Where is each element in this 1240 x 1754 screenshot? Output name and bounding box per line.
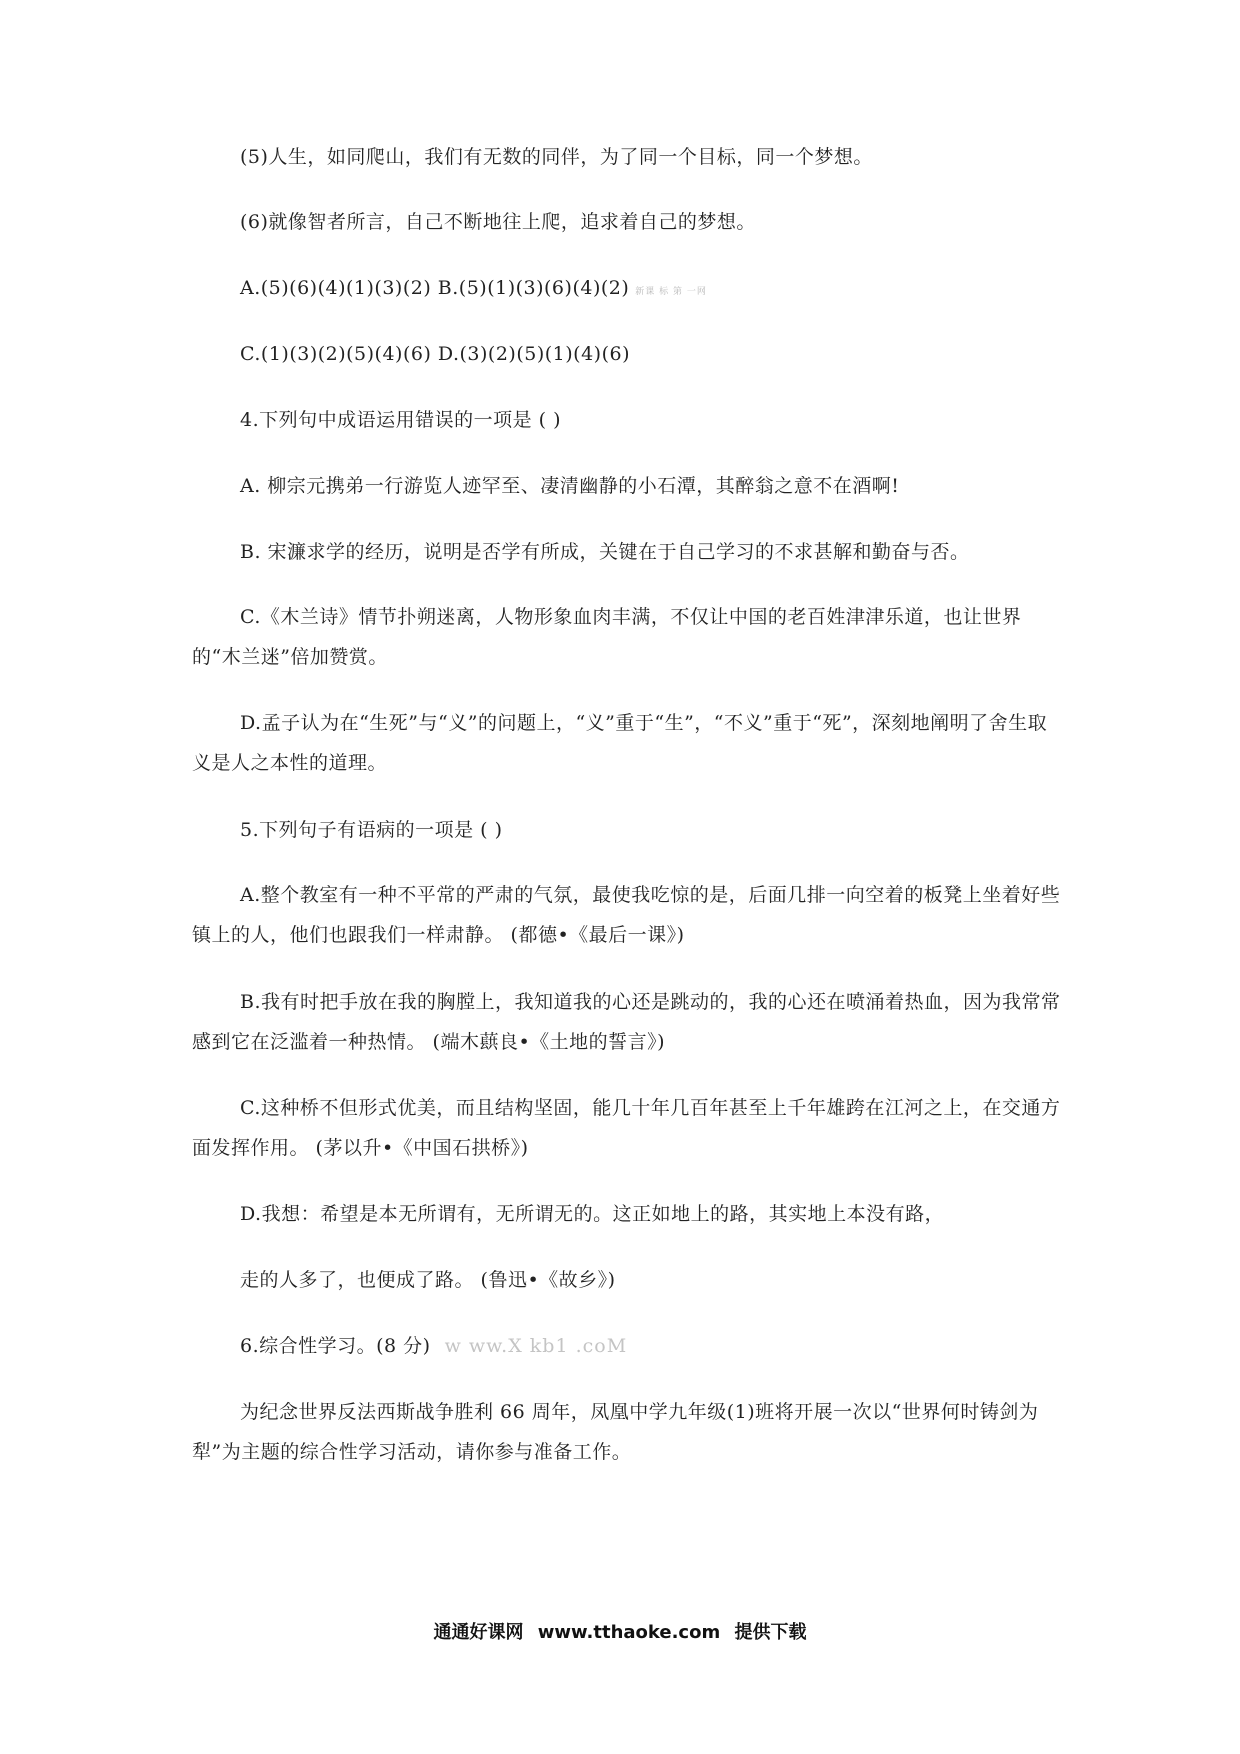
question-5-option-b: B.我有时把手放在我的胸膛上，我知道我的心还是跳动的，我的心还在喷涌着热血，因为我常常感到它在泛滥着一种热情。 (端木蕻良•《土地的誓言》) bbox=[192, 991, 1061, 1053]
options-c-d: C.(1)(3)(2)(5)(4)(6) D.(3)(2)(5)(1)(4)(6) bbox=[240, 343, 630, 365]
footer-url: www.tthaoke.com bbox=[537, 1622, 721, 1643]
inline-watermark: 新课 标 第 一网 bbox=[635, 287, 707, 297]
page-footer bbox=[0, 1618, 1240, 1644]
sentence-5: (5)人生，如同爬山，我们有无数的同伴，为了同一个目标，同一个梦想。 bbox=[240, 146, 873, 168]
question-5-option-a: A.整个教室有一种不平常的严肃的气氛，最使我吃惊的是，后面几排一向空着的板凳上坐着好些镇上的人，他们也跟我们一样肃静。 (都德•《最后一课》) bbox=[192, 884, 1061, 946]
options-a-b bbox=[240, 268, 707, 312]
question-4-option-a: A. 柳宗元携弟一行游览人迹罕至、凄清幽静的小石潭，其醉翁之意不在酒啊! bbox=[240, 475, 900, 497]
question-5-option-d-line2: 走的人多了，也便成了路。 (鲁迅•《故乡》) bbox=[240, 1269, 616, 1291]
footer-site-name: 通通好课网 bbox=[433, 1622, 524, 1643]
question-4-option-d: D.孟子认为在“生死”与“义”的问题上，“义”重于“生”，“不义”重于“死”，深刻地阐明了舍生取义是人之本性的道理。 bbox=[192, 712, 1048, 774]
url-watermark: w ww.X kb1 .coM bbox=[444, 1335, 628, 1357]
question-4-option-b: B. 宋濂求学的经历，说明是否学有所成，关键在于自己学习的不求甚解和勤奋与否。 bbox=[240, 541, 970, 563]
question-4-option-c: C.《木兰诗》情节扑朔迷离，人物形象血肉丰满，不仅让中国的老百姓津津乐道，也让世界的“木兰迷”倍加赞赏。 bbox=[192, 606, 1022, 668]
question-6-stem-line bbox=[240, 1326, 627, 1366]
question-4-stem: 4.下列句中成语运用错误的一项是 ( ) bbox=[240, 409, 562, 431]
footer-suffix: 提供下载 bbox=[734, 1622, 807, 1643]
sentence-6: (6)就像智者所言，自己不断地往上爬，追求着自己的梦想。 bbox=[240, 211, 756, 233]
question-6-intro: 为纪念世界反法西斯战争胜利 66 周年，凤凰中学九年级(1)班将开展一次以“世界何时铸剑为犁”为主题的综合性学习活动，请你参与准备工作。 bbox=[192, 1401, 1039, 1463]
question-5-option-c: C.这种桥不但形式优美，而且结构坚固，能几十年几百年甚至上千年雄跨在江河之上，在交通方面发挥作用。 (茅以升•《中国石拱桥》) bbox=[192, 1097, 1061, 1159]
question-5-stem: 5.下列句子有语病的一项是 ( ) bbox=[240, 819, 503, 841]
question-5-option-d-line1: D.我想：希望是本无所谓有，无所谓无的。这正如地上的路，其实地上本没有路， bbox=[240, 1203, 945, 1225]
options-a-b-text: A.(5)(6)(4)(1)(3)(2) B.(5)(1)(3)(6)(4)(2) bbox=[240, 277, 630, 299]
question-6-stem: 6.综合性学习。(8 分) bbox=[240, 1335, 431, 1357]
